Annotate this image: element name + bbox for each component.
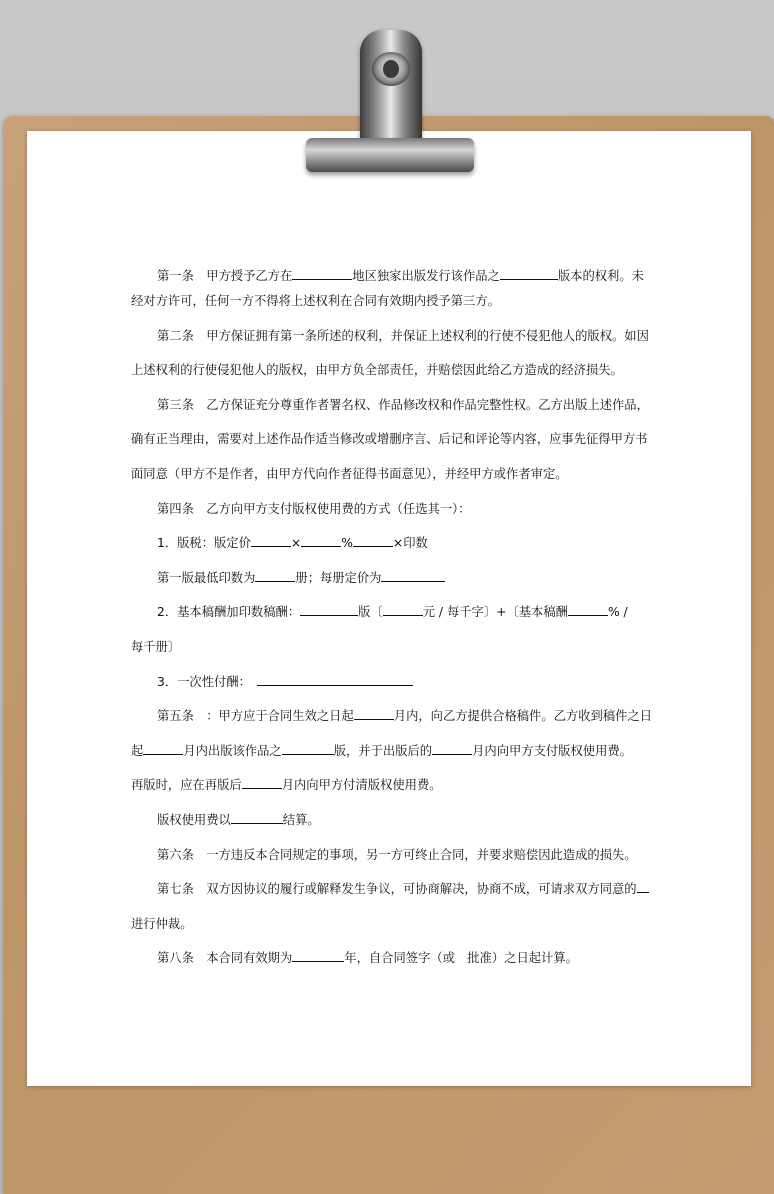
- text: 2．基本稿酬加印数稿酬：: [157, 605, 301, 620]
- article-3-line-2: 确有正当理由，需要对上述作品作适当修改或增删序言、后记和评论等内容，应事先征得甲方书: [131, 432, 648, 447]
- text: ×: [290, 536, 302, 551]
- text: 版〔: [358, 605, 383, 620]
- fill-blank: [500, 267, 558, 280]
- article-3-line-1: 第三条 乙方保证充分尊重作者署名权、作品修改权和作品完整性权。乙方出版上述作品，: [157, 397, 649, 412]
- binder-clip-plate: [306, 138, 474, 172]
- text: 第五条 ：甲方应于合同生效之日起: [157, 709, 354, 724]
- fill-blank: [257, 673, 413, 686]
- article-1: [131, 266, 643, 319]
- article-8: [131, 941, 643, 976]
- fill-blank: [282, 742, 334, 755]
- article-5: [131, 699, 653, 837]
- fill-blank: [568, 603, 608, 616]
- text: 第一版最低印数为: [157, 570, 256, 585]
- fill-blank: [292, 267, 352, 280]
- fill-blank: [383, 603, 423, 616]
- article-4-option-2: [131, 595, 643, 630]
- fill-blank: [432, 742, 472, 755]
- article-4-option-3: [131, 665, 643, 700]
- article-1-line-2: 经对方许可，任何一方不得将上述权利在合同有效期内授予第三方。: [131, 294, 500, 308]
- article-4: [131, 492, 643, 700]
- article-7: [131, 872, 643, 941]
- article-5-line-2: [131, 734, 643, 769]
- binder-clip-hole: [383, 60, 399, 78]
- text: 版权使用费以: [157, 812, 231, 827]
- article-7-line-2: 进行仲裁。: [131, 916, 193, 931]
- text: 起: [131, 743, 144, 758]
- article-3: [131, 388, 649, 492]
- fill-blank: [637, 880, 649, 893]
- text: 册；每册定价为: [295, 570, 382, 585]
- text: 月内出版该作品之: [183, 743, 282, 758]
- fill-blank: [292, 949, 344, 962]
- contract-text: [131, 266, 653, 976]
- binder-clip-body: [360, 30, 422, 148]
- text: 月内，向乙方提供合格稿件。乙方收到稿件之日: [393, 709, 653, 724]
- fill-blank: [242, 776, 282, 789]
- text: %: [341, 536, 353, 551]
- text: ×印数: [392, 536, 428, 551]
- article-4-option-1: [131, 526, 643, 561]
- article-5-line-4: [131, 803, 643, 838]
- article-2-line-2: 上述权利的行使侵犯他人的版权，由甲方负全部责任，并赔偿因此给乙方造成的经济损失。: [131, 363, 623, 378]
- text: 1．版税：版定价: [157, 536, 251, 551]
- text: 第一条 甲方授予乙方在: [157, 269, 293, 283]
- article-8-line-1: [131, 941, 643, 976]
- fill-blank: [353, 534, 393, 547]
- text: 元 / 每千字〕+〔基本稿酬: [422, 605, 568, 620]
- article-5-line-3: [131, 768, 643, 803]
- article-2: [131, 319, 649, 388]
- article-4-line-1: 第四条 乙方向甲方支付版权使用费的方式（任选其一）：: [157, 501, 471, 516]
- article-7-line-1: [131, 872, 643, 907]
- article-4-option-2-cont: 每千册〕: [131, 639, 181, 654]
- fill-blank: [381, 569, 445, 582]
- fill-blank: [301, 534, 341, 547]
- text: % /: [607, 605, 628, 620]
- text: 再版时，应在再版后: [131, 778, 242, 793]
- text: 版，并于出版后的: [333, 743, 433, 758]
- fill-blank: [255, 569, 295, 582]
- text: 版本的权利。未: [557, 269, 644, 283]
- article-5-line-1: [131, 699, 653, 734]
- text: 第七条 双方因协议的履行或解释发生争议，可协商解决，协商不成，可请求双方同意的: [157, 882, 637, 897]
- text: 月内向甲方支付版权使用费。: [472, 743, 632, 758]
- text: 结算。: [282, 812, 320, 827]
- text: 月内向甲方付清版权使用费。: [281, 778, 442, 793]
- article-3-line-3: 面同意（甲方不是作者，由甲方代向作者征得书面意见），并经甲方或作者审定。: [131, 466, 568, 481]
- fill-blank: [251, 534, 291, 547]
- fill-blank: [354, 707, 394, 720]
- fill-blank: [300, 603, 358, 616]
- text: 地区独家出版发行该作品之: [352, 269, 500, 283]
- article-2-line-1: 第二条 甲方保证拥有第一条所述的权利，并保证上述权利的行使不侵犯他人的版权。如因: [157, 328, 649, 343]
- article-4-option-1-detail: [131, 561, 643, 596]
- fill-blank: [143, 742, 183, 755]
- text: 第八条 本合同有效期为: [157, 951, 293, 966]
- text: 年，自合同签字（或 批准）之日起计算。: [344, 951, 578, 966]
- text: 3．一次性付酬：: [157, 674, 251, 689]
- article-6-line-1: 第六条 一方违反本合同规定的事项，另一方可终止合同，并要求赔偿因此造成的损失。: [157, 847, 637, 862]
- article-1-line-1: [131, 266, 643, 284]
- article-6: [131, 838, 643, 873]
- fill-blank: [231, 811, 283, 824]
